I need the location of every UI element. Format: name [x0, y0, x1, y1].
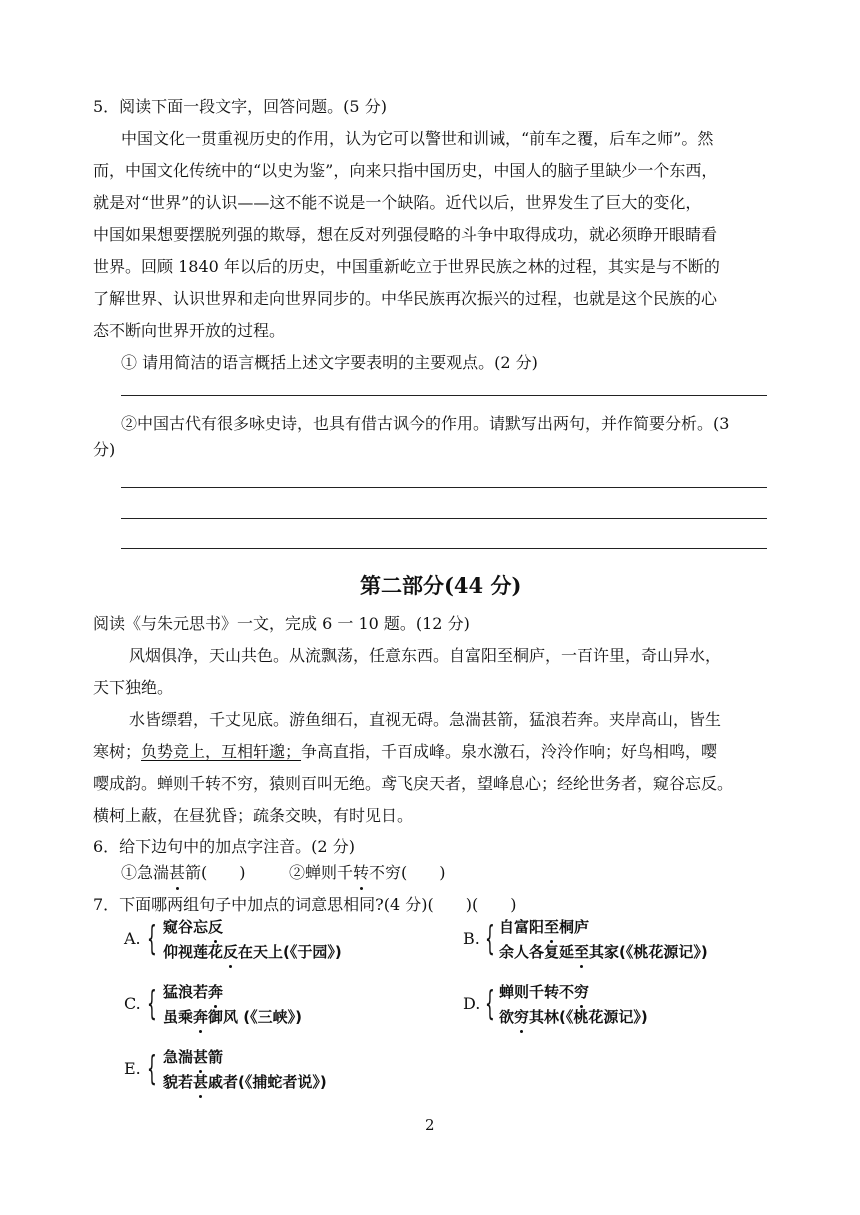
underlined-phrase: 负势竞上，互相轩邈；: [141, 742, 302, 761]
section-title: 第二部分(44 分): [360, 573, 522, 598]
q5-para-line: 就是对“世界”的认识——这不能不说是一个缺陷。近代以后，世界发生了巨大的变化，: [93, 193, 702, 212]
q5-sub1: ① 请用简洁的语言概括上述文字要表明的主要观点。(2 分): [121, 353, 538, 372]
passage-line: 风烟俱净，天山共色。从流飘荡，任意东西。自富阳至桐庐，一百许里，奇山异水，: [129, 646, 722, 665]
passage-line: 水皆缥碧，千丈见底。游鱼细石，直视无碍。急湍甚箭，猛浪若奔。夹岸高山，皆生: [129, 710, 722, 729]
option-line: 蝉则千转不穷: [499, 983, 590, 1001]
option-line: 窥谷忘反: [163, 918, 224, 936]
option-line: 余人各复延至其家(《桃花源记》): [499, 943, 708, 961]
q6-item-text: 不穷( ): [369, 863, 446, 882]
q6-item-1: [121, 862, 246, 884]
brace-icon: {: [147, 1049, 157, 1089]
passage-text: 寒树；: [93, 742, 142, 761]
q6-item-text: 箭( ): [185, 863, 246, 882]
q5-para-line: 而，中国文化传统中的“以史为鉴”，向来只指中国历史，中国人的脑子里缺少一个东西，: [93, 161, 718, 180]
option-line: 虽乘奔御风 (《三峡》): [163, 1008, 302, 1026]
answer-line[interactable]: [121, 395, 767, 396]
option-line: 仰视莲花反在天上(《于园》): [163, 943, 342, 961]
brace-icon: {: [485, 984, 495, 1024]
page-number: 2: [425, 1116, 435, 1134]
q5-para-line: 世界。回顾 1840 年以后的历史，中国重新屹立于世界民族之林的过程，其实是与不断的: [93, 257, 720, 276]
passage-line: 天下独绝。: [93, 678, 174, 697]
q5-sub2: ②中国古代有很多咏史诗，也具有借古讽今的作用。请默写出两句，并作简要分析。(3: [121, 414, 730, 433]
option-line: 急湍甚箭: [163, 1048, 224, 1066]
option-label: A.: [124, 929, 141, 948]
brace-icon: {: [147, 919, 157, 959]
answer-line[interactable]: [121, 548, 767, 549]
q5-sub2-cont: 分): [93, 440, 116, 459]
q5-para-line: 态不断向世界开放的过程。: [93, 321, 286, 340]
passage-line: 嘤成韵。蝉则千转不穷，猿则百叫无绝。鸢飞戾天者，望峰息心；经纶世务者，窥谷忘反。: [93, 774, 734, 793]
option-line: 猛浪若奔: [163, 983, 224, 1001]
emphasis-char: 转: [353, 863, 370, 882]
option-label: B.: [463, 929, 480, 948]
brace-icon: {: [147, 984, 157, 1024]
option-label: D.: [463, 994, 481, 1013]
q7-heading: 7．下面哪两组句子中加点的词意思相同?(4 分)( )( ): [93, 895, 517, 914]
part2-intro: 阅读《与朱元思书》一文，完成 6 一 10 题。(12 分): [93, 614, 470, 633]
emphasis-char: 甚: [169, 863, 186, 882]
option-line: 欲穷其林(《桃花源记》): [499, 1008, 648, 1026]
option-label: C.: [124, 994, 141, 1013]
answer-line[interactable]: [121, 487, 767, 488]
answer-line[interactable]: [121, 518, 767, 519]
q6-item-2: [289, 862, 446, 884]
passage-line: [93, 741, 717, 763]
q5-heading: 5．阅读下面一段文字，回答问题。(5 分): [93, 97, 387, 116]
q6-item-text: ①急湍: [121, 863, 170, 882]
brace-icon: {: [485, 919, 495, 959]
q5-para-line: 中国如果想要摆脱列强的欺辱，想在反对列强侵略的斗争中取得成功，就必须睁开眼睛看: [93, 225, 718, 244]
q5-para-line: 了解世界、认识世界和走向世界同步的。中华民族再次振兴的过程，也就是这个民族的心: [93, 289, 718, 308]
option-label: E.: [124, 1059, 141, 1078]
passage-text: 争高直指，千百成峰。泉水激石，泠泠作响；好鸟相鸣，嘤: [301, 742, 718, 761]
option-line: 貌若甚戚者(《捕蛇者说》): [163, 1073, 327, 1091]
q5-para-line: 中国文化一贯重视历史的作用，认为它可以警世和训诫，“前车之覆，后车之师”。然: [121, 129, 714, 148]
option-line: 自富阳至桐庐: [499, 918, 590, 936]
q6-item-text: ②蝉则千: [289, 863, 354, 882]
q6-heading: 6．给下边句中的加点字注音。(2 分): [93, 837, 355, 856]
passage-line: 横柯上蔽，在昼犹昏；疏条交映，有时见日。: [93, 806, 414, 825]
